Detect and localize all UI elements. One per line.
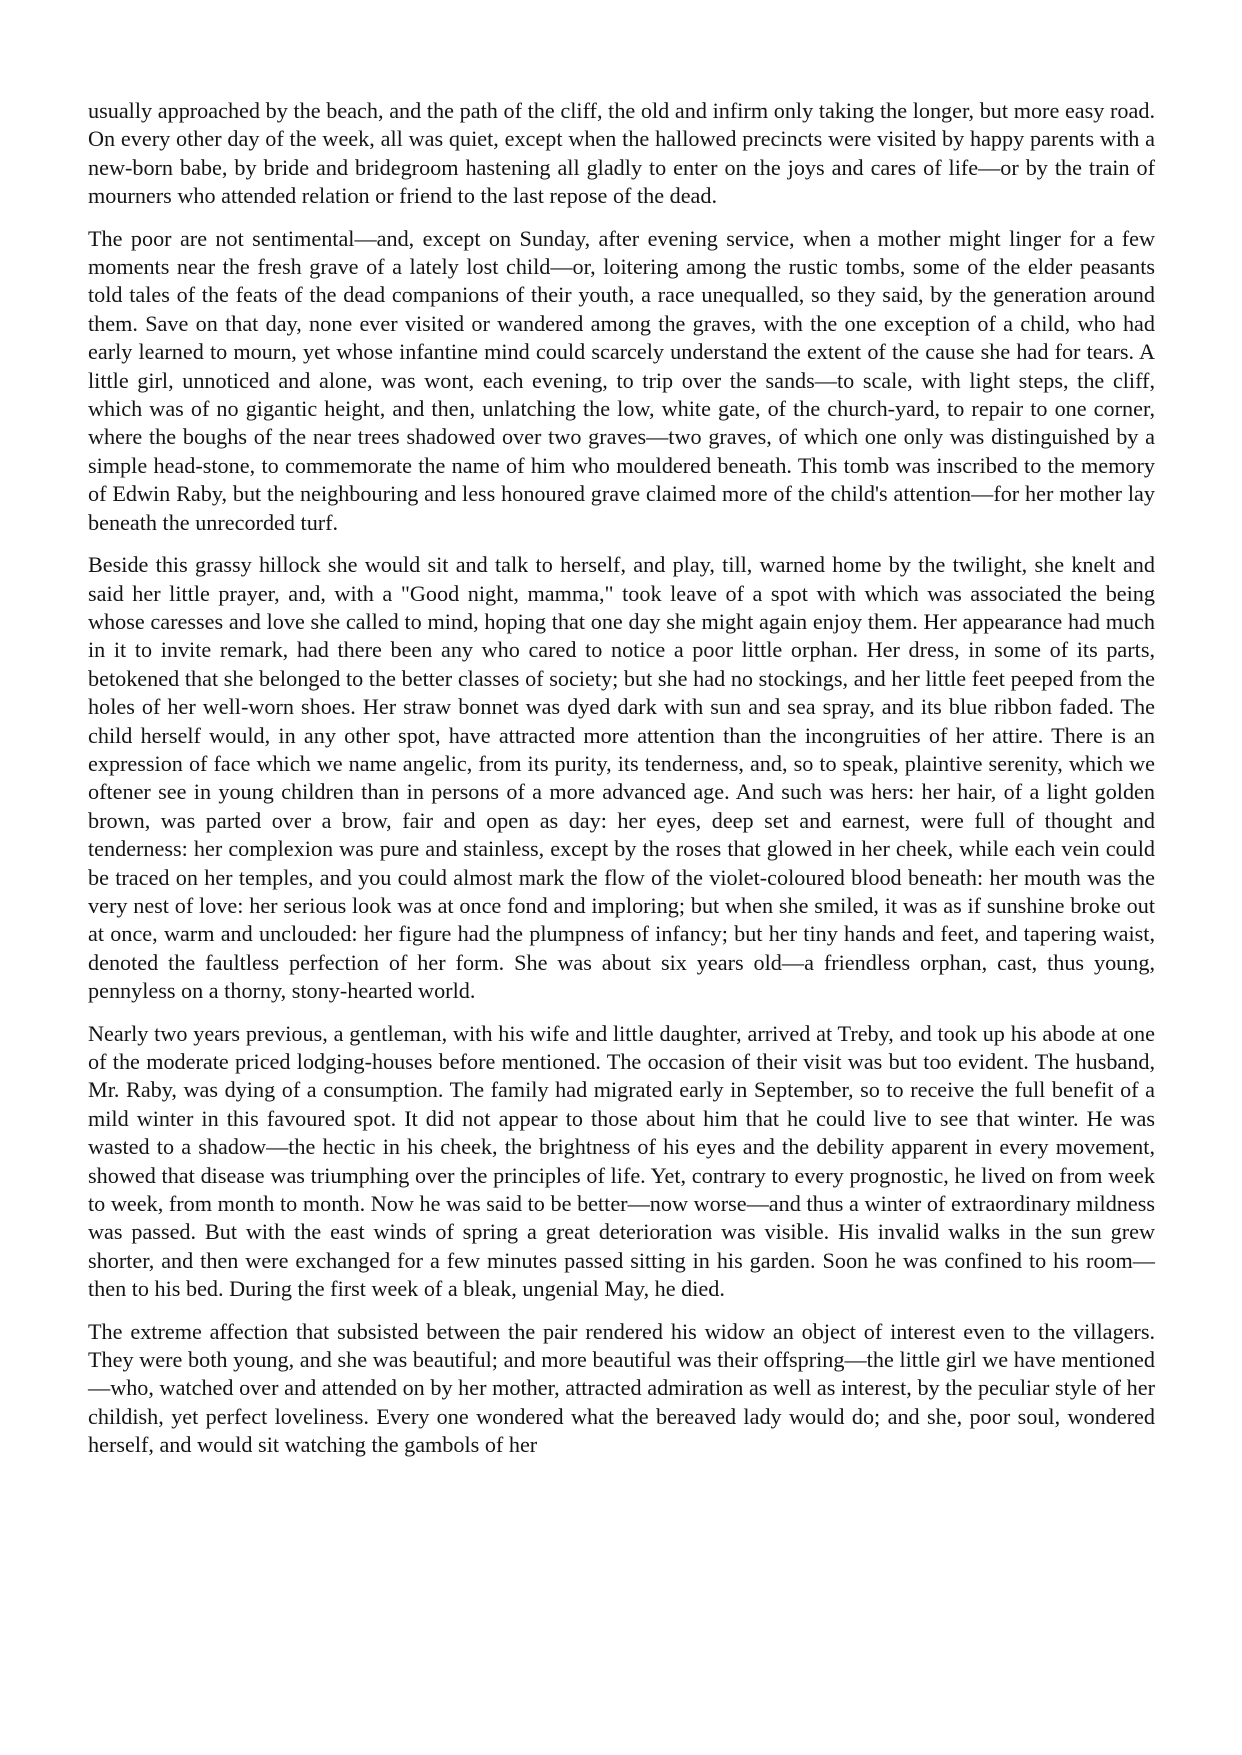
paragraph-3: Beside this grassy hillock she would sit and talk to herself, and play, till, warned home by the twilight, she knelt and said her little prayer, and, with a "Good night, mamma," took leave of a spot with which was associated the being whose caresses and love she called to mind, hoping that one day she might again enjoy them. Her appearance had much in it to invite remark, had there been any who cared to notice a poor little orphan. Her dress, in some of its parts, betokened that she belonged to the better classes of society; but she had no stockings, and her little feet peeped from the holes of her well-worn shoes. Her straw bonnet was dyed dark with sun and sea spray, and its blue ribbon faded. The child herself would, in any other spot, have attracted more attention than the incongruities of her attire. There is an expression of face which we name angelic, from its purity, its tenderness, and, so to speak, plaintive serenity, which we oftener see in young children than in persons of a more advanced age. And such was hers: her hair, of a light golden brown, was parted over a brow, fair and open as day: her eyes, deep set and earnest, were full of thought and tenderness: her complexion was pure and stainless, except by the roses that glowed in her cheek, while each vein could be traced on her temples, and you could almost mark the flow of the violet-coloured blood beneath: her mouth was the very nest of love: her serious look was at once fond and imploring; but when she smiled, it was as if sunshine broke out at once, warm and unclouded: her figure had the plumpness of infancy; but her tiny hands and feet, and tapering waist, denoted the faultless perfection of her form. She was about six years old—a friendless orphan, cast, thus young, pennyless on a thorny, stony-hearted world. xyxy=(88,552,1155,1004)
paragraph-5: The extreme affection that subsisted between the pair rendered his widow an object of interest even to the villagers. They were both young, and she was beautiful; and more beautiful was their offspring—the little girl we have mentioned—who, watched over and attended on by her mother, attracted admiration as well as interest, by the peculiar style of her childish, yet perfect loveliness. Every one wondered what the bereaved lady would do; and she, poor soul, wondered herself, and would sit watching the gambols of her xyxy=(88,1318,1155,1458)
paragraph-4: Nearly two years previous, a gentleman, with his wife and little daughter, arrived at Treby, and took up his abode at one of the moderate priced lodging-houses before mentioned. The occasion of their visit was but too evident. The husband, Mr. Raby, was dying of a consumption. The family had migrated early in September, so to receive the full benefit of a mild winter in this favoured spot. It did not appear to those about him that he could live to see that winter. He was wasted to a shadow—the hectic in his cheek, the brightness of his eyes and the debility apparent in every movement, showed that disease was triumphing over the principles of life. Yet, contrary to every prognostic, he lived on from week to week, from month to month. Now he was said to be better—now worse—and thus a winter of extraordinary mildness was passed. But with the east winds of spring a great deterioration was visible. His invalid walks in the sun grew shorter, and then were exchanged for a few minutes passed sitting in his garden. Soon he was confined to his room—then to his bed. During the first week of a bleak, ungenial May, he died. xyxy=(88,1020,1155,1302)
paragraph-1: usually approached by the beach, and the path of the cliff, the old and infirm only taking the longer, but more easy road. On every other day of the week, all was quiet, except when the hallowed precincts were visited by happy parents with a new-born babe, by bride and bridegroom hastening all gladly to enter on the joys and cares of life—or by the train of mourners who attended relation or friend to the last repose of the dead. xyxy=(88,98,1155,209)
paragraph-2: The poor are not sentimental—and, except on Sunday, after evening service, when a mother might linger for a few moments near the fresh grave of a lately lost child—or, loitering among the rustic tombs, some of the elder peasants told tales of the feats of the dead companions of their youth, a race unequalled, so they said, by the generation around them. Save on that day, none ever visited or wandered among the graves, with the one exception of a child, who had early learned to mourn, yet whose infantine mind could scarcely understand the extent of the cause she had for tears. A little girl, unnoticed and alone, was wont, each evening, to trip over the sands—to scale, with light steps, the cliff, which was of no gigantic height, and then, unlatching the low, white gate, of the church-yard, to repair to one corner, where the boughs of the near trees shadowed over two graves—two graves, of which one only was distinguished by a simple head-stone, to commemorate the name of him who mouldered beneath. This tomb was inscribed to the memory of Edwin Raby, but the neighbouring and less honoured grave claimed more of the child's attention—for her mother lay beneath the unrecorded turf. xyxy=(88,225,1155,535)
page-text xyxy=(88,97,1155,1474)
